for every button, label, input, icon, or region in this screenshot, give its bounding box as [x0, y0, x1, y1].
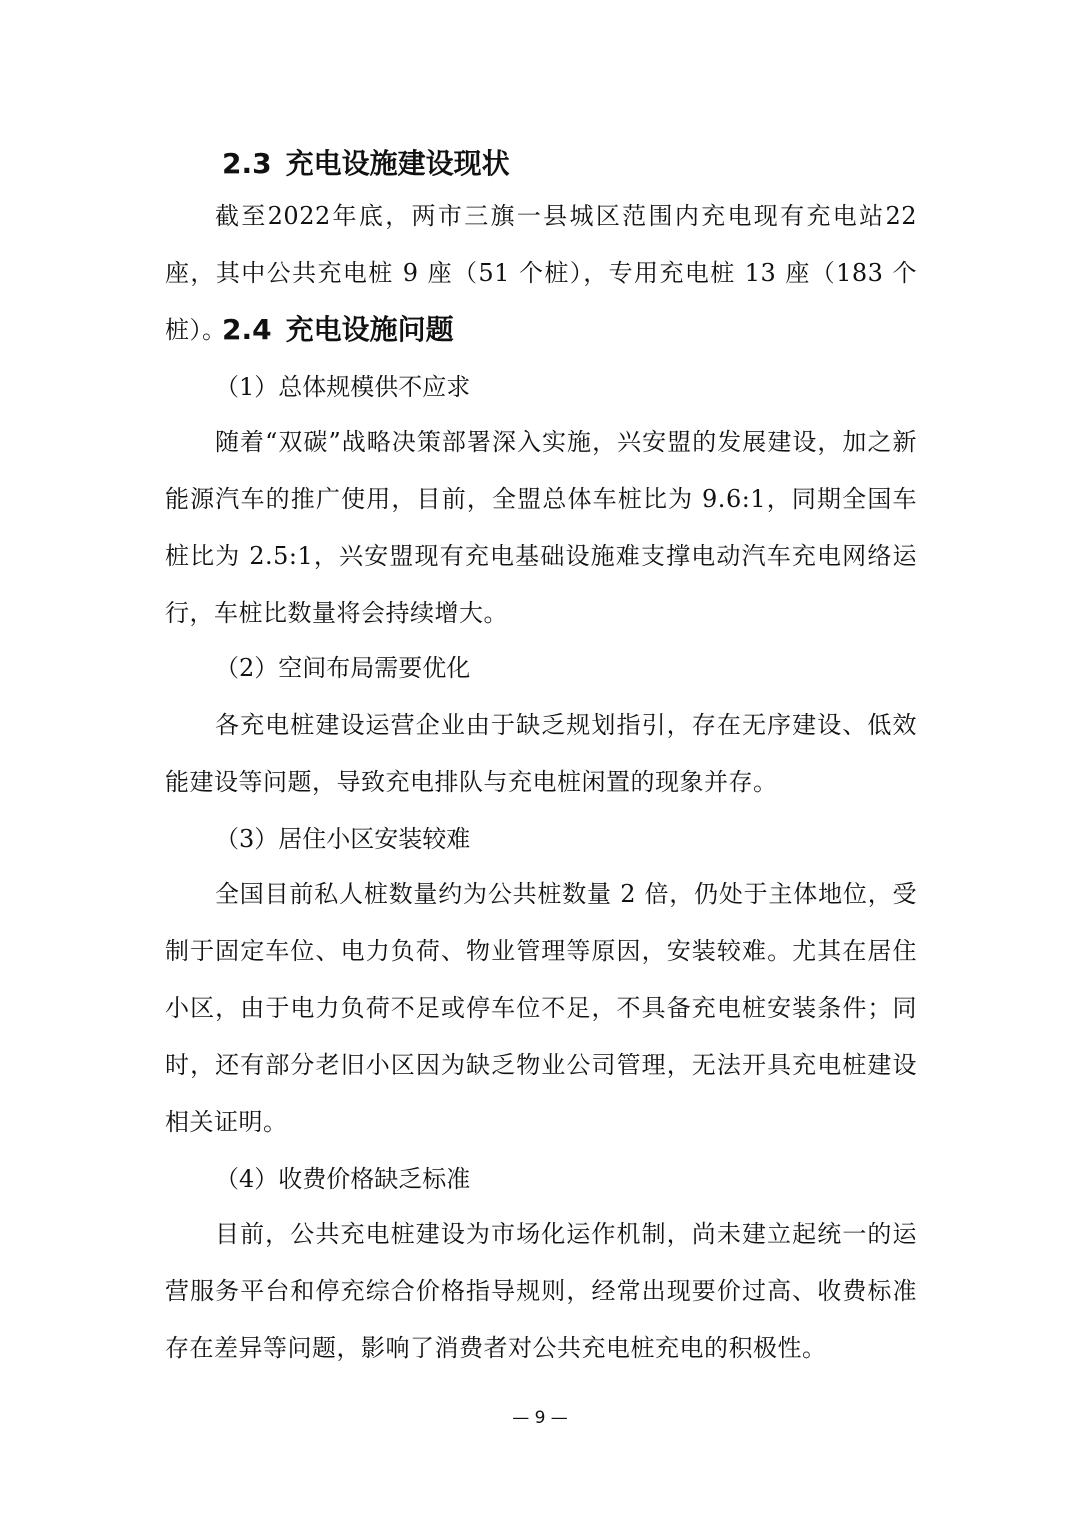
- section-title: 充电设施问题: [285, 313, 454, 346]
- section-number: 2.4: [222, 313, 272, 346]
- subheading-3: （3）居住小区安装较难: [215, 825, 471, 853]
- section-heading-2-4: [222, 312, 974, 348]
- paragraph-3: 全国目前私人桩数量约为公共桩数量 2 倍，仍处于主体地位，受制于固定车位、电力负荷、物业管理等原因，安装较难。尤其在居住小区，由于电力负荷不足或停车位不足，不具备充电桩安装条件；同时，还有部分老旧小区因为缺乏物业公司管理，无法开具充电桩建设相关证明。: [165, 880, 917, 1136]
- paragraph-1: 随着“双碳”战略决策部署深入实施，兴安盟的发展建设，加之新能源汽车的推广使用，目前，全盟总体车桩比为 9.6:1，同期全国车桩比为 2.5:1，兴安盟现有充电基础设施难支撑电动汽车充电网络运行，车桩比数量将会持续增大。: [165, 428, 917, 627]
- subheading-1: （1）总体规模供不应求: [215, 373, 471, 401]
- section-number: 2.3: [222, 147, 272, 180]
- page-number: — 9 —: [512, 1408, 568, 1428]
- section-title: 充电设施建设现状: [285, 147, 510, 180]
- paragraph-charging-status: 截至2022年底，两市三旗一县城区范围内充电现有充电站22座，其中公共充电桩 9 座（51 个桩），专用充电桩 13 座（183 个桩）。: [165, 202, 917, 344]
- subheading-2: （2）空间布局需要优化: [215, 654, 471, 682]
- paragraph-4: 目前，公共充电桩建设为市场化运作机制，尚未建立起统一的运营服务平台和停充综合价格指导规则，经常出现要价过高、收费标准存在差异等问题，影响了消费者对公共充电桩充电的积极性。: [165, 1220, 917, 1362]
- paragraph-2: 各充电桩建设运营企业由于缺乏规划指引，存在无序建设、低效能建设等问题，导致充电排队与充电桩闲置的现象并存。: [165, 711, 917, 796]
- subheading-4: （4）收费价格缺乏标准: [215, 1165, 471, 1193]
- section-heading-2-3: [222, 146, 974, 182]
